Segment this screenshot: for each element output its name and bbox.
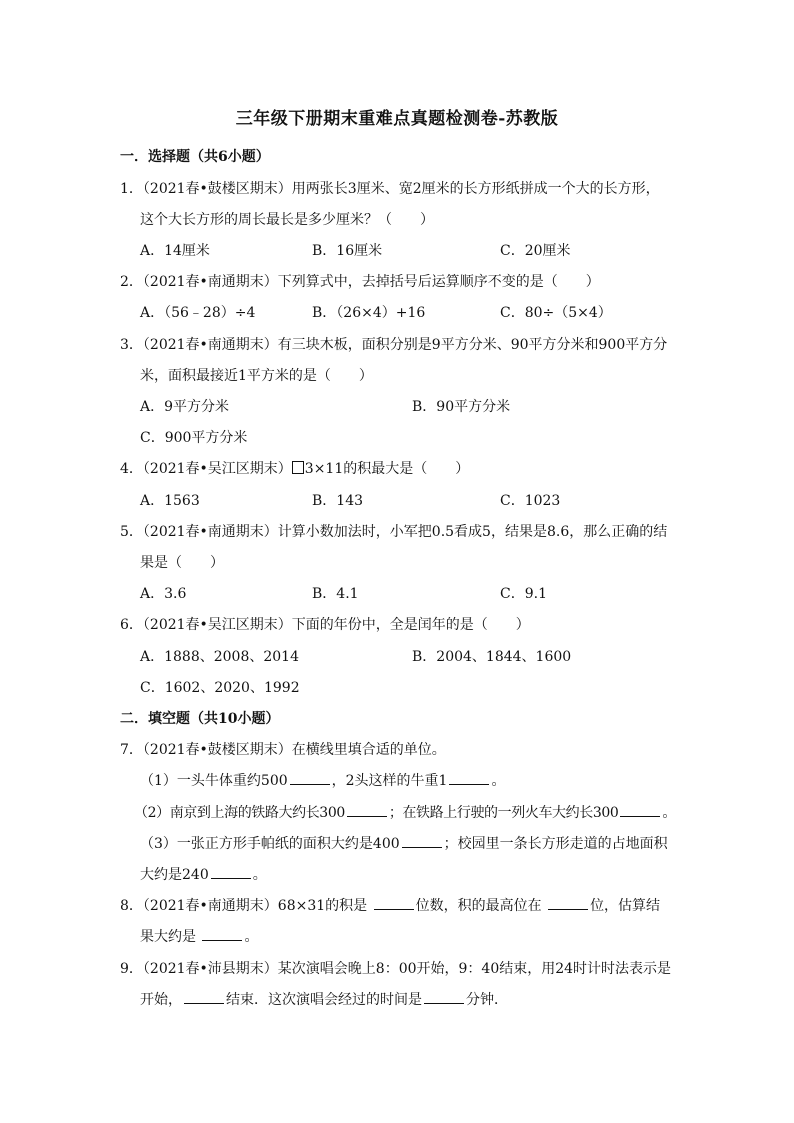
question-6-text: 6．（2021春•吴江区期末）下面的年份中，全是闰年的是（ ） xyxy=(120,617,530,633)
question-9-text: 9．（2021春•沛县期末）某次演唱会晚上8：00开始，9：40结束，用24时计时法表示是 xyxy=(120,961,672,977)
question-3-text-cont: 米，面积最接近1平方米的是（ ） xyxy=(140,368,373,384)
q7-4-part-b: 。 xyxy=(252,867,267,883)
q5-option-b: B．4.1 xyxy=(312,586,359,602)
q4-option-b: B．143 xyxy=(312,493,364,509)
q9-part-d: 分钟． xyxy=(466,992,508,1008)
q7-4-part-a: 大约是240 xyxy=(140,867,209,883)
q7-3-part-a: （3）一张正方形手帕纸的面积大约是400 xyxy=(140,836,400,852)
page-title: 三年级下册期末重难点真题检测卷-苏教版 xyxy=(235,109,559,129)
q2-option-c: C．80÷（5×4） xyxy=(500,305,612,321)
q3-option-a: A．9平方分米 xyxy=(140,399,230,415)
q2-option-a: A．（56﹣28）÷4 xyxy=(140,305,256,321)
question-1-text-cont: 这个大长方形的周长最长是多少厘米？（ ） xyxy=(140,212,434,228)
q3-option-b: B．90平方分米 xyxy=(412,399,511,415)
question-8-text-cont xyxy=(140,926,258,946)
question-7-sub-2 xyxy=(134,802,676,822)
q9-part-b: 开始， xyxy=(140,992,182,1008)
q5-option-c: C．9.1 xyxy=(500,586,547,602)
q8-part-a: 8．（2021春•南通期末）68×31的积是 xyxy=(120,898,372,914)
question-7-text: 7．（2021春•鼓楼区期末）在横线里填合适的单位。 xyxy=(120,742,446,758)
q5-option-a: A．3.6 xyxy=(140,586,187,602)
section-heading-choice: 一．选择题（共6小题） xyxy=(120,149,270,165)
q8-part-e: 。 xyxy=(244,929,259,945)
q6-option-a: A．1888、2008、2014 xyxy=(140,649,299,665)
question-4-text xyxy=(120,458,469,478)
question-1-text: 1．（2021春•鼓楼区期末）用两张长3厘米、宽2厘米的长方形纸拼成一个大的长方形， xyxy=(120,181,660,197)
q8-part-b: 位数，积的最高位在 xyxy=(415,898,547,914)
answer-blank[interactable] xyxy=(402,835,442,848)
q7-3-part-b: ；校园里一条长方形走道的占地面积 xyxy=(443,836,668,852)
q6-option-b: B．2004、1844、1600 xyxy=(412,649,572,665)
answer-blank[interactable] xyxy=(347,804,387,817)
question-9-text-cont xyxy=(140,989,508,1009)
answer-blank[interactable] xyxy=(548,897,588,910)
answer-blank[interactable] xyxy=(424,991,464,1004)
q7-2-part-a: （2）南京到上海的铁路大约长300 xyxy=(134,805,345,821)
answer-blank[interactable] xyxy=(184,991,224,1004)
q1-option-a: A．14厘米 xyxy=(140,243,210,259)
question-5-text: 5．（2021春•南通期末）计算小数加法时，小军把0.5看成5，结果是8.6，那么正确的结 xyxy=(120,524,668,540)
q7-1-part-a: （1）一头牛体重约500 xyxy=(140,773,288,789)
question-8-text xyxy=(120,895,660,915)
q4-option-a: A．1563 xyxy=(140,493,200,509)
answer-blank[interactable] xyxy=(374,897,414,910)
question-7-sub-3 xyxy=(140,833,668,853)
answer-blank[interactable] xyxy=(211,866,251,879)
question-4-suffix: 3×11的积最大是（ ） xyxy=(304,461,470,477)
answer-blank[interactable] xyxy=(202,928,242,941)
q7-1-part-c: 。 xyxy=(491,773,506,789)
blank-box-icon xyxy=(292,461,304,474)
question-2-text: 2．（2021春•南通期末）下列算式中，去掉括号后运算顺序不变的是（ ） xyxy=(120,274,600,290)
question-3-text: 3．（2021春•南通期末）有三块木板，面积分别是9平方分米、90平方分米和900平方分 xyxy=(120,337,668,353)
q4-option-c: C．1023 xyxy=(500,493,561,509)
q8-part-d: 果大约是 xyxy=(140,929,201,945)
question-5-text-cont: 果是（ ） xyxy=(140,555,224,571)
question-7-sub-3-cont xyxy=(140,864,267,884)
answer-blank[interactable] xyxy=(290,772,330,785)
q3-option-c: C．900平方分米 xyxy=(140,430,248,446)
q7-2-part-b: ；在铁路上行驶的一列火车大约长300 xyxy=(388,805,619,821)
q9-part-c: 结束．这次演唱会经过的时间是 xyxy=(226,992,422,1008)
question-7-sub-1 xyxy=(140,770,505,790)
q2-option-b: B．（26×4）+16 xyxy=(312,305,426,321)
answer-blank[interactable] xyxy=(620,804,660,817)
q1-option-c: C．20厘米 xyxy=(500,243,571,259)
q1-option-b: B．16厘米 xyxy=(312,243,383,259)
q7-2-part-c: 。 xyxy=(662,805,676,821)
answer-blank[interactable] xyxy=(449,772,489,785)
question-4-prefix: 4．（2021春•吴江区期末） xyxy=(120,461,292,477)
q8-part-c: 位，估算结 xyxy=(590,898,661,914)
q6-option-c: C．1602、2020、1992 xyxy=(140,680,300,696)
section-heading-fill: 二．填空题（共10小题） xyxy=(120,711,280,727)
q7-1-part-b: ，2头这样的牛重1 xyxy=(331,773,448,789)
